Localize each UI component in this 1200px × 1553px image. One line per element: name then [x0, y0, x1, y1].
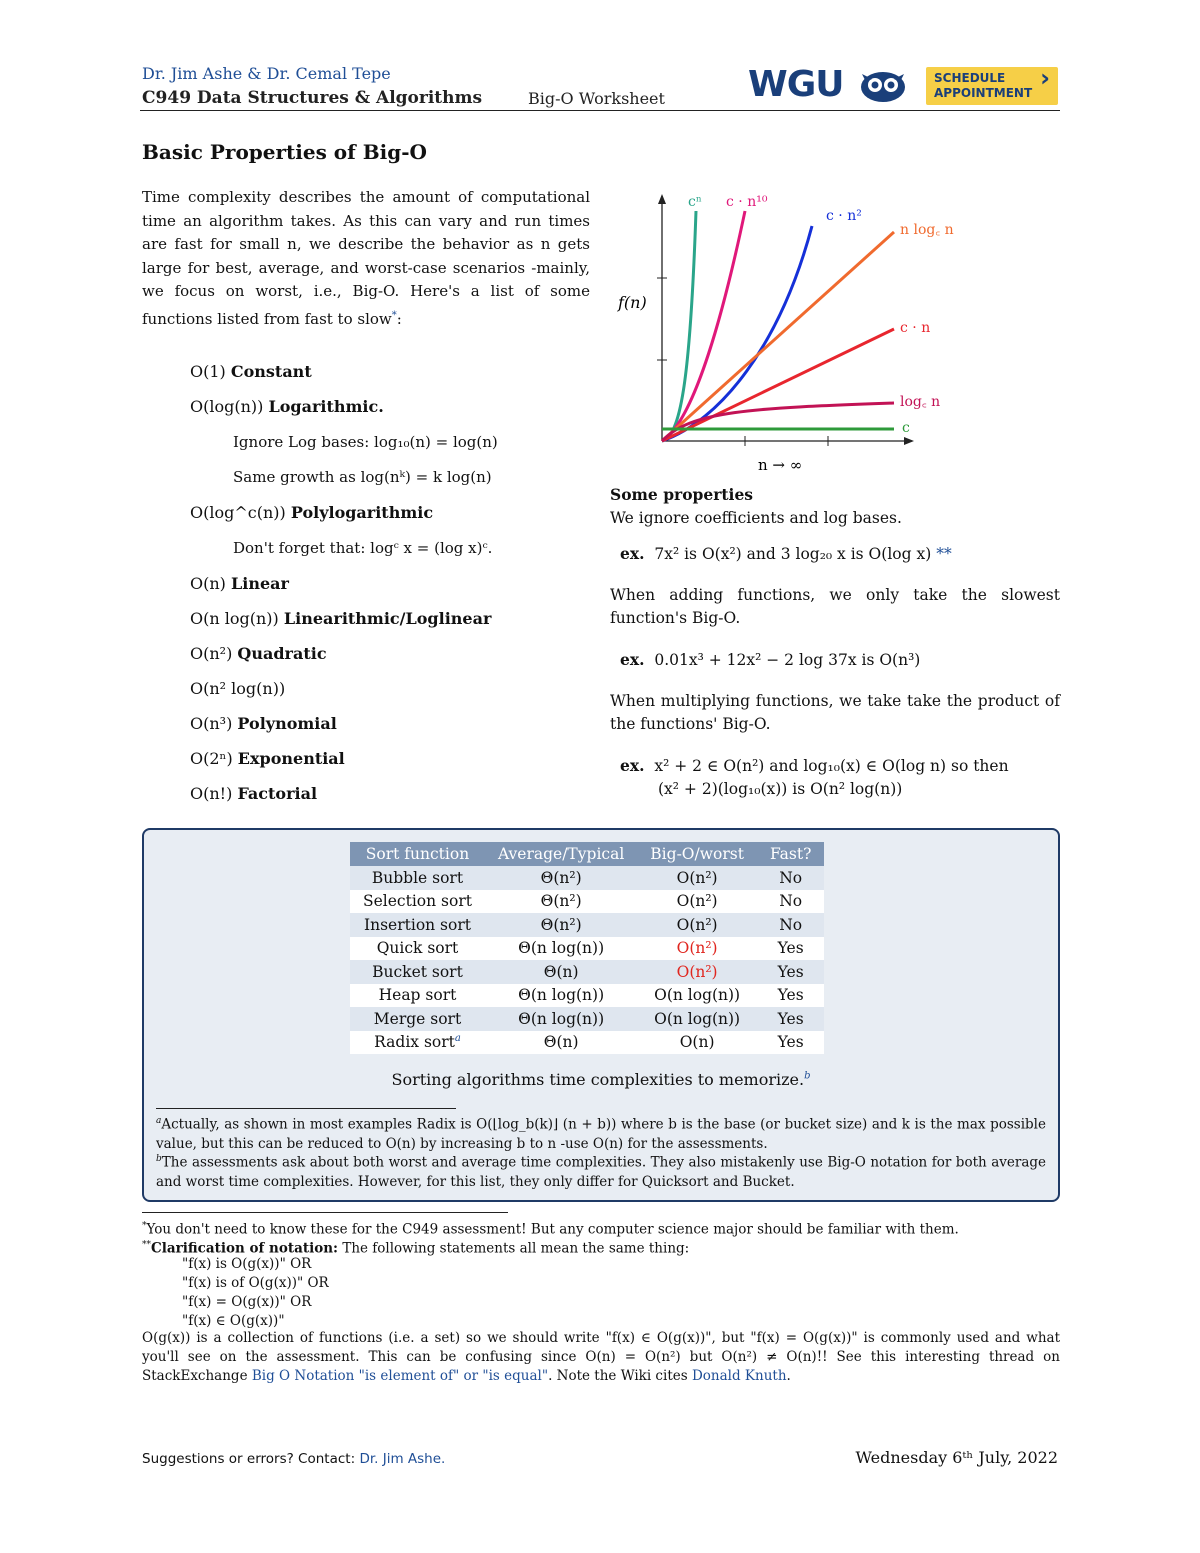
function-item: O(n² log(n)) [190, 679, 286, 698]
footnote-mark-dstar[interactable]: ** [936, 545, 952, 563]
curve-label-exp: cⁿ [688, 194, 702, 210]
function-item: O(n log(n)) Linearithmic/Loglinear [190, 609, 492, 628]
sort-table-box [142, 828, 1060, 1202]
fast-cell: Yes [757, 984, 824, 1008]
growth-chart [600, 186, 1000, 480]
name-cell: Bubble sort [350, 866, 485, 890]
worksheet-subtitle: Big-O Worksheet [528, 89, 665, 108]
avg-cell: Θ(n) [485, 960, 637, 984]
function-item: O(log(n)) Logarithmic. [190, 397, 384, 416]
worst-cell: O(n²) [637, 890, 757, 914]
y-axis-label: f(n) [618, 293, 647, 312]
footnote-dstar: **Clarification of notation: The following statements all mean the same thing: [142, 1240, 690, 1257]
fast-cell: No [757, 890, 824, 914]
ex-label: ex. [620, 544, 645, 563]
curve-label-logn: log꜀ n [900, 394, 941, 410]
log-note-bases: Ignore Log bases: log₁₀(n) = log(n) [233, 433, 498, 451]
function-item: O(log^c(n)) Polylogarithmic [190, 503, 434, 522]
properties-p1: We ignore coefficients and log bases. [610, 509, 902, 527]
table-row [350, 937, 824, 961]
footnote-rule [142, 1212, 508, 1213]
course-title: C949 Data Structures & Algorithms [142, 88, 483, 108]
table-row [350, 960, 824, 984]
footnote-star: *You don't need to know these for the C949 assessment! But any computer science major should be familiar with them. [142, 1221, 959, 1238]
notation-paragraph: O(g(x)) is a collection of functions (i.e. a set) so we should write "f(x) ∈ O(g(x))", but "f(x) = O(g(x))" is commonly used and what you'll see on the assessment. This can be confusing since O(n) = O(n²) but O(n²) ≠ O(n)!! See this interesting thread on StackExchange Big O Notation "is element of" or "is equal". Note the Wiki cites Donald Knuth. [142, 1330, 1060, 1384]
properties-title: Some properties [610, 485, 754, 504]
stackexchange-link[interactable]: Big O Notation "is element of" or "is equal" [251, 1368, 549, 1384]
section-title: Basic Properties of Big-O [142, 140, 427, 164]
notation-line: "f(x) ∈ O(g(x))" [182, 1313, 285, 1329]
owl-icon [858, 70, 908, 108]
contact-link[interactable]: Dr. Jim Ashe. [359, 1451, 446, 1467]
col-header: Sort function [350, 842, 485, 866]
knuth-link[interactable]: Donald Knuth [691, 1368, 787, 1384]
log-note-poly: Don't forget that: logᶜ x = (log x)ᶜ. [233, 539, 493, 557]
function-item: O(n²) Quadratic [190, 644, 327, 663]
properties-section [610, 483, 1060, 801]
fast-cell: No [757, 913, 824, 937]
notation-line: "f(x) is of O(g(x))" OR [182, 1275, 329, 1291]
contact-line: Suggestions or errors? Contact: Dr. Jim Ashe. [142, 1451, 446, 1467]
table-row [350, 913, 824, 937]
footnote-mark-a[interactable]: a [454, 1033, 461, 1045]
properties-p3: When multiplying functions, we take take the product of the functions' Big-O. [610, 692, 1060, 733]
properties-p2: When adding functions, we only take the slowest function's Big-O. [610, 586, 1060, 627]
fast-cell: No [757, 866, 824, 890]
avg-cell: Θ(n) [485, 1031, 637, 1055]
footnote-rule [156, 1108, 456, 1109]
log-note-growth: Same growth as log(nᵏ) = k log(n) [233, 468, 492, 486]
schedule-label-1: SCHEDULE [934, 71, 1006, 85]
col-header: Fast? [757, 842, 824, 866]
ex1: 7x² is O(x²) and 3 log₂₀ x is O(log x) [654, 545, 932, 563]
function-item: O(1) Constant [190, 362, 312, 381]
growth-curve [662, 211, 696, 441]
table-footnote-a: $^a$Actually, as shown in most examples Radix is O(⌊log_b(k)⌋ (n + b)) where b is the base (or bucket size) and k is the max possible value, but this can be reduced to O(n) by increasing b to n -use O(n) for the assessments. [156, 1116, 1046, 1152]
name-cell: Insertion sort [350, 913, 485, 937]
notation-line: "f(x) = O(g(x))" OR [182, 1294, 312, 1310]
worst-cell: O(n²) [637, 960, 757, 984]
schedule-appointment-button[interactable] [926, 64, 1058, 105]
worst-cell: O(n log(n)) [637, 1007, 757, 1031]
table-footnote-b: $^b$The assessments ask about both worst and average time complexities. They also mistakenly use Big-O notation for both average and worst time complexities. However, for this list, they only differ for Quicksort and Bucket. [156, 1154, 1046, 1190]
avg-cell: Θ(n log(n)) [485, 1007, 637, 1031]
worst-cell: O(n²) [637, 913, 757, 937]
name-cell: Selection sort [350, 890, 485, 914]
avg-cell: Θ(n²) [485, 913, 637, 937]
worst-cell: O(n²) [637, 937, 757, 961]
table-row [350, 890, 824, 914]
col-header: Big-O/worst [637, 842, 757, 866]
function-item: O(n!) Factorial [190, 784, 318, 803]
header-rule [140, 110, 1060, 111]
name-cell: Bucket sort [350, 960, 485, 984]
name-cell: Merge sort [350, 1007, 485, 1031]
intro-paragraph: Time complexity describes the amount of computational time an algorithm takes. As this can vary and run times are fast for small n, we describe the behavior as n gets large for best, average, and worst-case scenarios -mainly, we focus on worst, i.e., Big-O. Here's a list of some functions listed from fast to slow*: [142, 188, 590, 328]
fast-cell: Yes [757, 937, 824, 961]
worst-cell: O(n) [637, 1031, 757, 1055]
curve-label-const: c [902, 420, 910, 436]
footnote-mark-star[interactable]: * [391, 309, 397, 321]
sort-table [350, 842, 824, 1054]
avg-cell: Θ(n log(n)) [485, 937, 637, 961]
table-caption: Sorting algorithms time complexities to memorize.$^b$ [391, 1070, 811, 1089]
ex-label: ex. [620, 650, 645, 669]
authors: Dr. Jim Ashe & Dr. Cemal Tepe [142, 64, 391, 83]
worst-cell: O(n log(n)) [637, 984, 757, 1008]
intro-text: Time complexity describes the amount of computational time an algorithm takes. As this can vary and run times are fast for small n, we describe the behavior as n gets large for best, average, and worst-case scenarios -mainly, we focus on worst, i.e., Big-O. Here's a list of some functions listed from fast to slow [142, 188, 590, 328]
name-cell: Radix sort$^a$ [350, 1031, 485, 1055]
worst-cell: O(n²) [637, 866, 757, 890]
document-date: Wednesday 6ᵗʰ July, 2022 [855, 1448, 1058, 1467]
schedule-label-2: APPOINTMENT [934, 86, 1033, 100]
curve-label-n10: c · n¹⁰ [726, 194, 768, 210]
footnote-mark-b[interactable]: b [804, 1070, 811, 1082]
ex3b: (x² + 2)(log₁₀(x)) is O(n² log(n)) [658, 780, 903, 798]
fast-cell: Yes [757, 1007, 824, 1031]
name-cell: Quick sort [350, 937, 485, 961]
name-cell: Heap sort [350, 984, 485, 1008]
fast-cell: Yes [757, 960, 824, 984]
fast-cell: Yes [757, 1031, 824, 1055]
table-row [350, 1031, 824, 1055]
function-item: O(n³) Polynomial [190, 714, 337, 733]
function-item: O(n) Linear [190, 574, 289, 593]
wgu-logo: WGU [748, 64, 844, 105]
avg-cell: Θ(n log(n)) [485, 984, 637, 1008]
table-header-row [350, 842, 824, 866]
function-item: O(2ⁿ) Exponential [190, 749, 345, 768]
x-axis-label: n → ∞ [758, 456, 803, 474]
ex3a: x² + 2 ∈ O(n²) and log₁₀(x) ∈ O(log n) so then [654, 757, 1009, 775]
avg-cell: Θ(n²) [485, 866, 637, 890]
curve-label-n: c · n [900, 320, 931, 336]
ex-label: ex. [620, 756, 645, 775]
x-axis-arrow [904, 437, 914, 445]
ex2: 0.01x³ + 12x² − 2 log 37x is O(n³) [654, 651, 921, 669]
chevron-right-icon: › [1040, 64, 1050, 92]
y-axis-arrow [658, 194, 666, 204]
table-row [350, 984, 824, 1008]
table-row [350, 866, 824, 890]
avg-cell: Θ(n²) [485, 890, 637, 914]
notation-line: "f(x) is O(g(x))" OR [182, 1256, 312, 1272]
col-header: Average/Typical [485, 842, 637, 866]
table-row [350, 1007, 824, 1031]
curve-label-n2: c · n² [826, 208, 862, 224]
curve-label-nlogn: n log꜀ n [900, 222, 954, 238]
